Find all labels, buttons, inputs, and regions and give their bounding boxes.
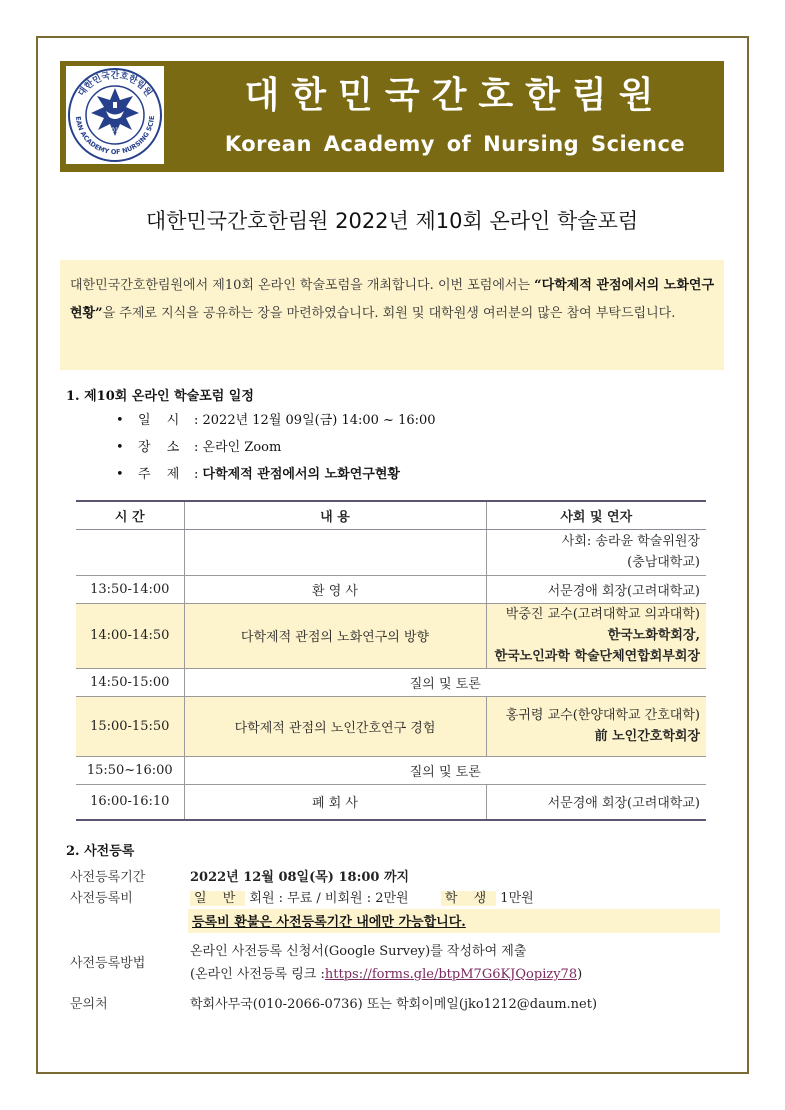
fee-values — [190, 887, 534, 906]
bullet-topic: • 주 제 : 다학제적 관점에서의 노화연구현황 — [116, 467, 400, 482]
intro-paragraph — [60, 260, 724, 370]
header-speaker: 사회 및 연자 — [486, 501, 706, 529]
table-row: 15:50~16:00 질의 및 토론 — [76, 756, 706, 784]
section1-heading: 1. 제10회 온라인 학술포럼 일정 — [66, 389, 254, 404]
fee-label: 사전등록비 — [70, 891, 133, 906]
table-row: 사회: 송라윤 학술위원장 (충남대학교) — [76, 529, 706, 575]
fee-student: 1만원 — [500, 891, 534, 906]
header-time: 시 간 — [76, 501, 184, 529]
schedule-table — [76, 500, 706, 821]
table-row: 16:00-16:10 폐 회 사 서문경애 회장(고려대학교) — [76, 784, 706, 820]
method-line1: 온라인 사전등록 신청서(Google Survey)를 작성하여 제출 — [190, 944, 527, 959]
fee-general-tag: 일 반 — [190, 891, 245, 906]
table-header-row — [76, 501, 706, 529]
registration-link[interactable]: https://forms.gle/btpM7G6KJQopizy78 — [324, 967, 578, 982]
table-row: 13:50-14:00 환 영 사 서문경애 회장(고려대학교) — [76, 575, 706, 603]
academy-title-korean: 대한민국간호한림원 — [244, 75, 666, 116]
method-line2: (온라인 사전등록 링크 :https://forms.gle/btpM7G6KJQopizy78) — [190, 967, 583, 982]
section2-heading: 2. 사전등록 — [66, 844, 135, 859]
period-value: 2022년 12월 08일(목) 18:00 까지 — [190, 870, 410, 885]
svg-text:2015: 2015 — [107, 127, 123, 134]
contact-value: 학회사무국(010-2066-0736) 또는 학회이메일(jko1212@daum.net) — [190, 997, 598, 1012]
academy-seal-logo — [66, 66, 164, 164]
table-row: 14:00-14:50 다학제적 관점의 노화연구의 방향 박중진 교수(고려대학교 의과대학) 한국노화학회장, 한국노인과학 학술단체연합회부회장 — [76, 603, 706, 668]
intro-text-1: 대한민국간호한림원에서 제10회 온라인 학술포럼을 개최합니다. 이번 포럼에서는 — [70, 278, 535, 293]
table-row: 14:50-15:00 질의 및 토론 — [76, 668, 706, 696]
academy-title-english: Korean Academy of Nursing Science — [224, 132, 686, 156]
period-label: 사전등록기간 — [70, 870, 146, 885]
svg-text:KOREAN ACADEMY OF NURSING SCIE: EAN ACADEMY OF NURSING SCIE — [73, 115, 157, 157]
fee-general: 회원 : 무료 / 비회원 : 2만원 — [249, 891, 409, 906]
bullet-date: • 일 시 : 2022년 12월 09일(금) 14:00 ~ 16:00 — [116, 413, 436, 428]
intro-topic: “다학제적 관점에서의 노화연구현황” — [70, 278, 714, 321]
svg-text:대한민국간호한림원: 대한민국간호한림원 — [76, 71, 154, 99]
refund-note: 등록비 환불은 사전등록기간 내에만 가능합니다. — [188, 909, 720, 933]
intro-text-2: 을 주제로 지식을 공유하는 장을 마련하였습니다. 회원 및 대학원생 여러분의 많은 참여 부탁드립니다. — [102, 306, 676, 321]
contact-label: 문의처 — [70, 997, 108, 1012]
table-row: 15:00-15:50 다학제적 관점의 노인간호연구 경험 홍귀령 교수(한양대학교 간호대학) 前 노인간호학회장 — [76, 696, 706, 756]
method-label: 사전등록방법 — [70, 956, 146, 971]
document-title: 대한민국간호한림원 2022년 제10회 온라인 학술포럼 — [145, 209, 639, 233]
header-content: 내 용 — [184, 501, 486, 529]
fee-student-tag: 학 생 — [441, 891, 496, 906]
bullet-venue: • 장 소 : 온라인 Zoom — [116, 440, 282, 455]
